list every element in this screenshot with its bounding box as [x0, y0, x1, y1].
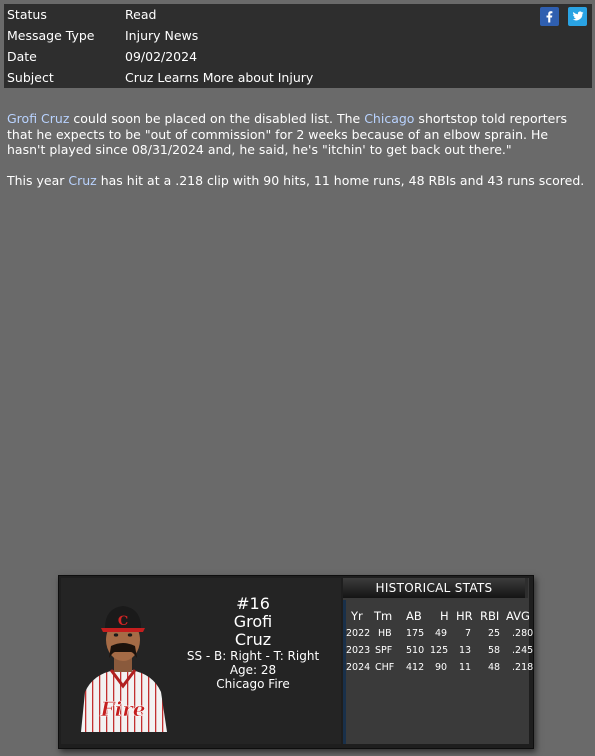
- player-card: [58, 575, 534, 749]
- player-team[interactable]: Chicago Fire: [216, 677, 290, 691]
- article-text: could soon be placed on the disabled list. The: [69, 111, 365, 126]
- facebook-share-button[interactable]: [540, 7, 559, 26]
- subject-value: Cruz Learns More about Injury: [125, 70, 314, 85]
- article-text: has hit at a .218 clip with 90 hits, 11 home runs, 48 RBIs and 43 runs scored.: [96, 172, 585, 188]
- col-header-hr: HR: [456, 609, 473, 623]
- twitter-share-button[interactable]: [568, 7, 587, 26]
- message-type-label: Message Type: [7, 28, 95, 43]
- col-header-rbi: RBI: [480, 609, 500, 623]
- col-header-yr: Yr: [351, 609, 363, 623]
- stat-avg: .218: [512, 662, 534, 673]
- stat-year: 2024: [346, 662, 371, 673]
- stat-avg: .280: [512, 628, 534, 639]
- stat-hr: 11: [459, 662, 472, 673]
- jersey-logo: Fire: [100, 697, 146, 721]
- stat-team: SPF: [375, 645, 393, 656]
- stat-rbi: 58: [488, 645, 501, 656]
- message-type-value: Injury News: [125, 28, 199, 43]
- stat-avg: .245: [512, 645, 534, 656]
- article-text: shortstop told reporters that he expects to be "out of commission" for 2 weeks because of an elbow sprain. He hasn't played since 08/31/2024 and, he said, he's "itchin' to get back out there.": [7, 111, 567, 157]
- status-value: Read: [125, 7, 157, 22]
- article-body: [7, 111, 587, 203]
- col-header-tm: Tm: [374, 609, 393, 623]
- stat-team: CHF: [375, 662, 395, 673]
- stat-rbi: 48: [488, 662, 501, 673]
- twitter-icon: [568, 7, 587, 26]
- stat-team: HB: [378, 628, 392, 639]
- subject-label: Subject: [7, 70, 54, 85]
- stat-h: 90: [435, 662, 448, 673]
- historical-stats-title: HISTORICAL STATS: [343, 578, 528, 598]
- article-paragraph-1: [7, 111, 587, 158]
- player-first-name[interactable]: Grofi: [233, 612, 273, 631]
- stat-year: 2022: [346, 628, 371, 639]
- col-header-ab: AB: [406, 609, 422, 623]
- player-link[interactable]: Grofi Cruz: [7, 111, 70, 126]
- cap-logo: C: [117, 614, 129, 629]
- stat-ab: 412: [406, 662, 425, 673]
- status-label: Status: [7, 7, 47, 22]
- stat-hr: 7: [465, 628, 472, 639]
- article-paragraph-2: [7, 173, 587, 189]
- stat-ab: 510: [406, 645, 425, 656]
- player-details: [173, 594, 333, 691]
- player-link[interactable]: Cruz: [68, 172, 97, 188]
- stat-h: 49: [435, 628, 448, 639]
- stat-rbi: 25: [488, 628, 501, 639]
- player-last-name[interactable]: Cruz: [234, 630, 272, 649]
- stat-year: 2023: [346, 645, 371, 656]
- article-text: This year: [7, 172, 69, 188]
- team-link[interactable]: Chicago: [364, 111, 415, 126]
- player-number: #16: [236, 594, 270, 613]
- player-avatar-icon: [75, 590, 171, 732]
- stat-hr: 13: [459, 645, 472, 656]
- facebook-icon: [540, 7, 559, 26]
- message-header: [4, 4, 592, 88]
- col-header-avg: AVG: [506, 609, 530, 623]
- player-position-line: SS - B: Right - T: Right: [186, 649, 320, 663]
- col-header-h: H: [440, 609, 449, 623]
- date-value: 09/02/2024: [125, 49, 198, 64]
- historical-stats-panel: [343, 578, 534, 744]
- player-portrait[interactable]: [75, 590, 171, 732]
- player-info-panel: [61, 578, 341, 744]
- stat-ab: 175: [406, 628, 425, 639]
- player-age: Age: 28: [229, 663, 277, 677]
- stat-h: 125: [430, 645, 449, 656]
- date-label: Date: [7, 49, 37, 64]
